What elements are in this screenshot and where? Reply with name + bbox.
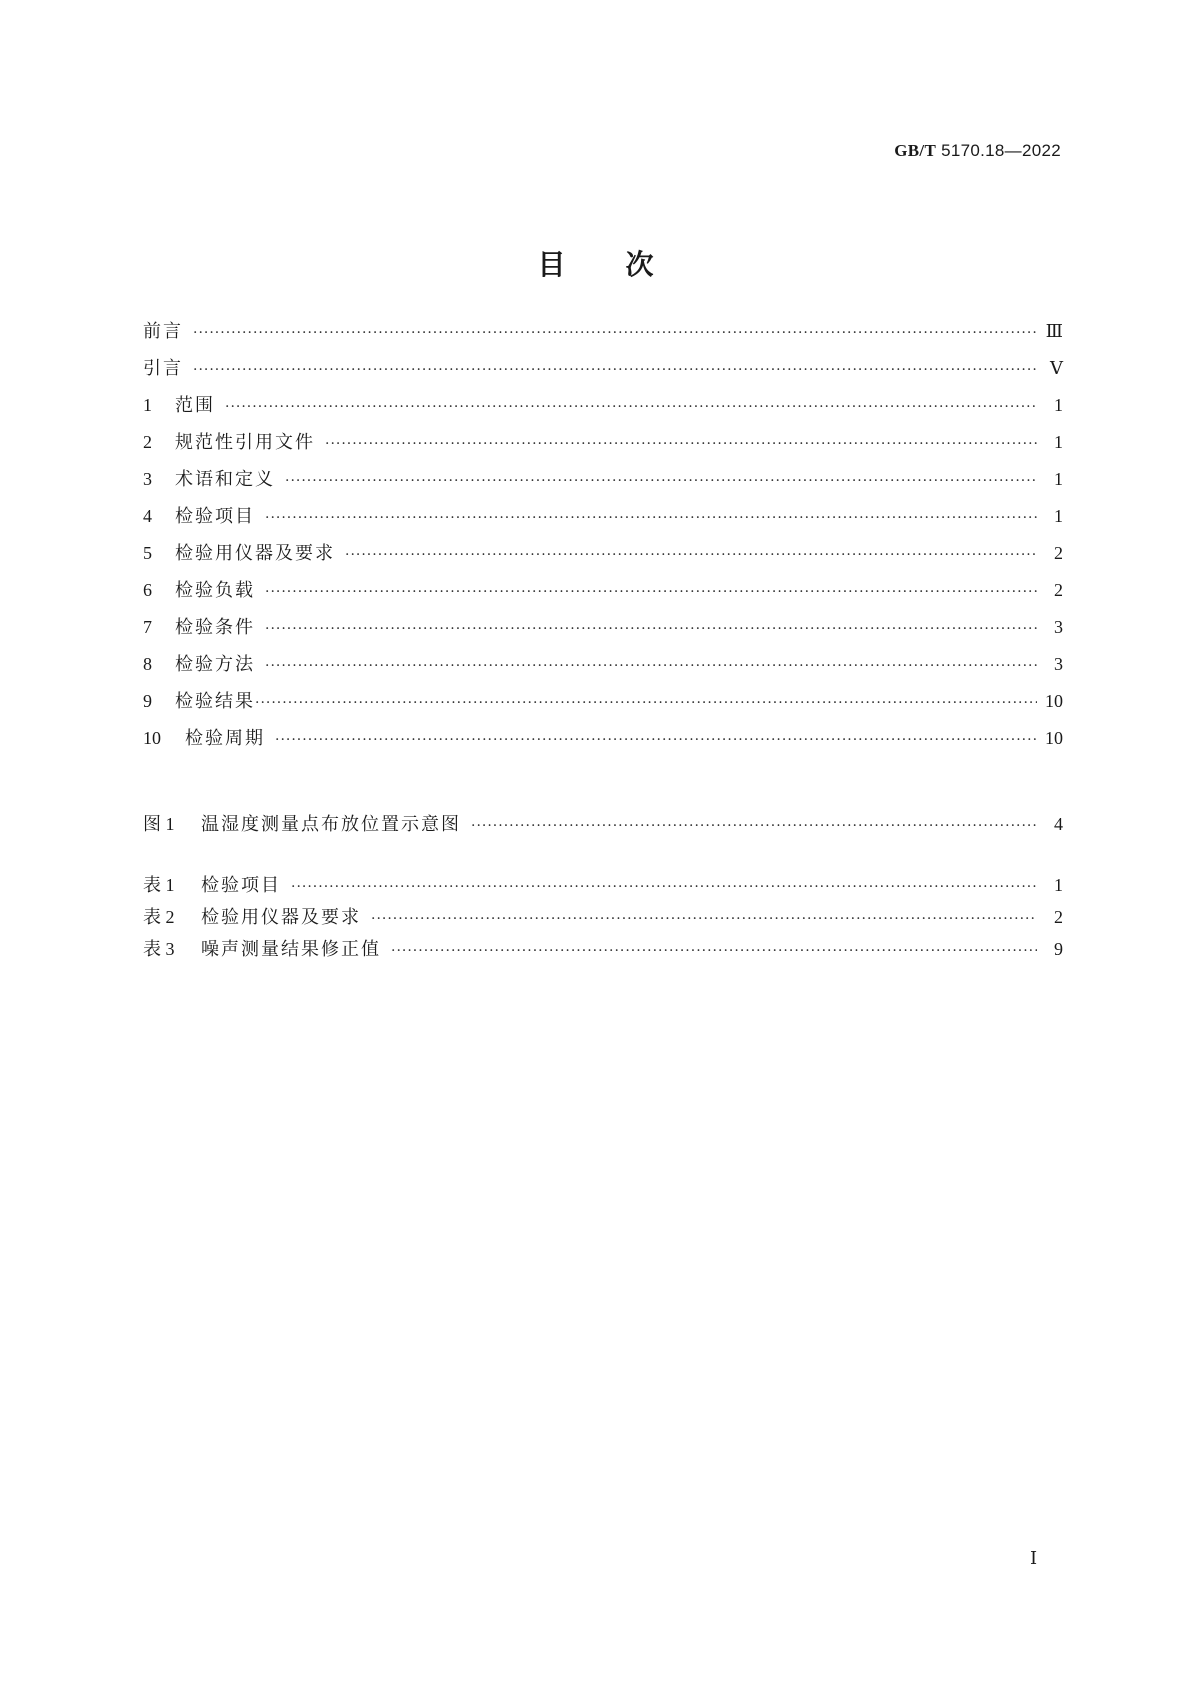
- toc-main: [143, 313, 1063, 757]
- toc-entry-6[interactable]: [143, 572, 1063, 609]
- toc-entry-introduction[interactable]: [143, 350, 1063, 387]
- dot-leader: [345, 537, 1037, 574]
- dot-leader: [193, 315, 1037, 352]
- toc-entry-page: Ⅴ: [1050, 358, 1063, 378]
- toc-entry-number: 10: [143, 728, 161, 748]
- toc-entry-label: 检验项目: [201, 875, 281, 896]
- dot-leader: [265, 500, 1037, 537]
- toc-entry-label: 检验用仪器及要求: [175, 543, 335, 564]
- toc-entry-label: 检验结果: [175, 691, 255, 712]
- dot-leader: [265, 611, 1037, 648]
- dot-leader: [265, 574, 1037, 611]
- toc-entry-page: Ⅲ: [1045, 321, 1063, 341]
- toc-entry-number: 表 3: [143, 939, 175, 959]
- toc-entry-number: 图 1: [143, 814, 175, 834]
- toc-entry-page: 10: [1045, 728, 1063, 748]
- toc-entry-label: 检验周期: [185, 728, 265, 749]
- toc-entry-page: 1: [1054, 432, 1063, 452]
- toc-entry-page: 2: [1054, 543, 1063, 563]
- toc-entry-label: 检验项目: [175, 506, 255, 527]
- toc-entry-number: 4: [143, 506, 152, 526]
- toc-entry-label: 前言: [143, 321, 183, 342]
- toc-entry-number: 8: [143, 654, 152, 674]
- toc-entry-4[interactable]: [143, 498, 1063, 535]
- dot-leader: [275, 722, 1037, 759]
- dot-leader: [371, 903, 1037, 935]
- toc-entry-label: 温湿度测量点布放位置示意图: [201, 814, 461, 835]
- toc-entry-8[interactable]: [143, 646, 1063, 683]
- toc-entry-page: 1: [1054, 506, 1063, 526]
- toc-entry-page: 9: [1054, 939, 1063, 959]
- dot-leader: [225, 389, 1037, 426]
- toc-entry-number: 7: [143, 617, 152, 637]
- toc-entry-page: 3: [1054, 654, 1063, 674]
- standard-number: 5170.18—2022: [936, 141, 1061, 160]
- toc-entry-page: 2: [1054, 580, 1063, 600]
- toc-entry-number: 3: [143, 469, 152, 489]
- toc-table-2[interactable]: [143, 901, 1063, 933]
- toc-entry-10[interactable]: [143, 720, 1063, 757]
- toc-entry-label: 术语和定义: [175, 469, 275, 490]
- toc-entry-page: 1: [1054, 875, 1063, 895]
- toc-entry-number: 5: [143, 543, 152, 563]
- toc-entry-label: 检验用仪器及要求: [201, 907, 361, 928]
- toc-entry-page: 3: [1054, 617, 1063, 637]
- toc-entry-9[interactable]: [143, 683, 1063, 720]
- toc-entry-number: 1: [143, 395, 152, 415]
- toc-entry-page: 4: [1054, 814, 1063, 834]
- toc-entry-number: 6: [143, 580, 152, 600]
- toc-entry-page: 1: [1054, 395, 1063, 415]
- toc-entry-label: 检验方法: [175, 654, 255, 675]
- toc-entry-label: 规范性引用文件: [175, 432, 315, 453]
- toc-figures: [143, 806, 1063, 843]
- toc-entry-5[interactable]: [143, 535, 1063, 572]
- toc-entry-label: 检验负载: [175, 580, 255, 601]
- toc-entry-number: 9: [143, 691, 152, 711]
- dot-leader: [471, 808, 1037, 845]
- standard-code: [894, 141, 1061, 161]
- toc-tables: [143, 869, 1063, 965]
- toc-entry-page: 10: [1045, 691, 1063, 711]
- toc-table-3[interactable]: [143, 933, 1063, 965]
- page-title: 目次: [537, 248, 714, 281]
- toc-figure-1[interactable]: [143, 806, 1063, 843]
- toc-entry-page: 1: [1054, 469, 1063, 489]
- dot-leader: [255, 685, 1037, 722]
- toc-entry-label: 引言: [143, 358, 183, 379]
- toc-entry-number: 2: [143, 432, 152, 452]
- standard-prefix: GB/T: [894, 141, 937, 160]
- toc-entry-label: 检验条件: [175, 617, 255, 638]
- toc-entry-foreword[interactable]: [143, 313, 1063, 350]
- dot-leader: [193, 352, 1037, 389]
- page-number: Ⅰ: [1030, 1548, 1038, 1568]
- dot-leader: [285, 463, 1037, 500]
- toc-table-1[interactable]: [143, 869, 1063, 901]
- dot-leader: [265, 648, 1037, 685]
- dot-leader: [291, 871, 1037, 903]
- dot-leader: [391, 935, 1037, 967]
- toc-entry-2[interactable]: [143, 424, 1063, 461]
- dot-leader: [325, 426, 1037, 463]
- toc-entry-number: 表 1: [143, 875, 175, 895]
- toc-entry-3[interactable]: [143, 461, 1063, 498]
- toc-entry-1[interactable]: [143, 387, 1063, 424]
- toc-entry-label: 噪声测量结果修正值: [201, 939, 381, 960]
- toc-entry-page: 2: [1054, 907, 1063, 927]
- toc-entry-7[interactable]: [143, 609, 1063, 646]
- toc-entry-label: 范围: [175, 395, 215, 416]
- toc-entry-number: 表 2: [143, 907, 175, 927]
